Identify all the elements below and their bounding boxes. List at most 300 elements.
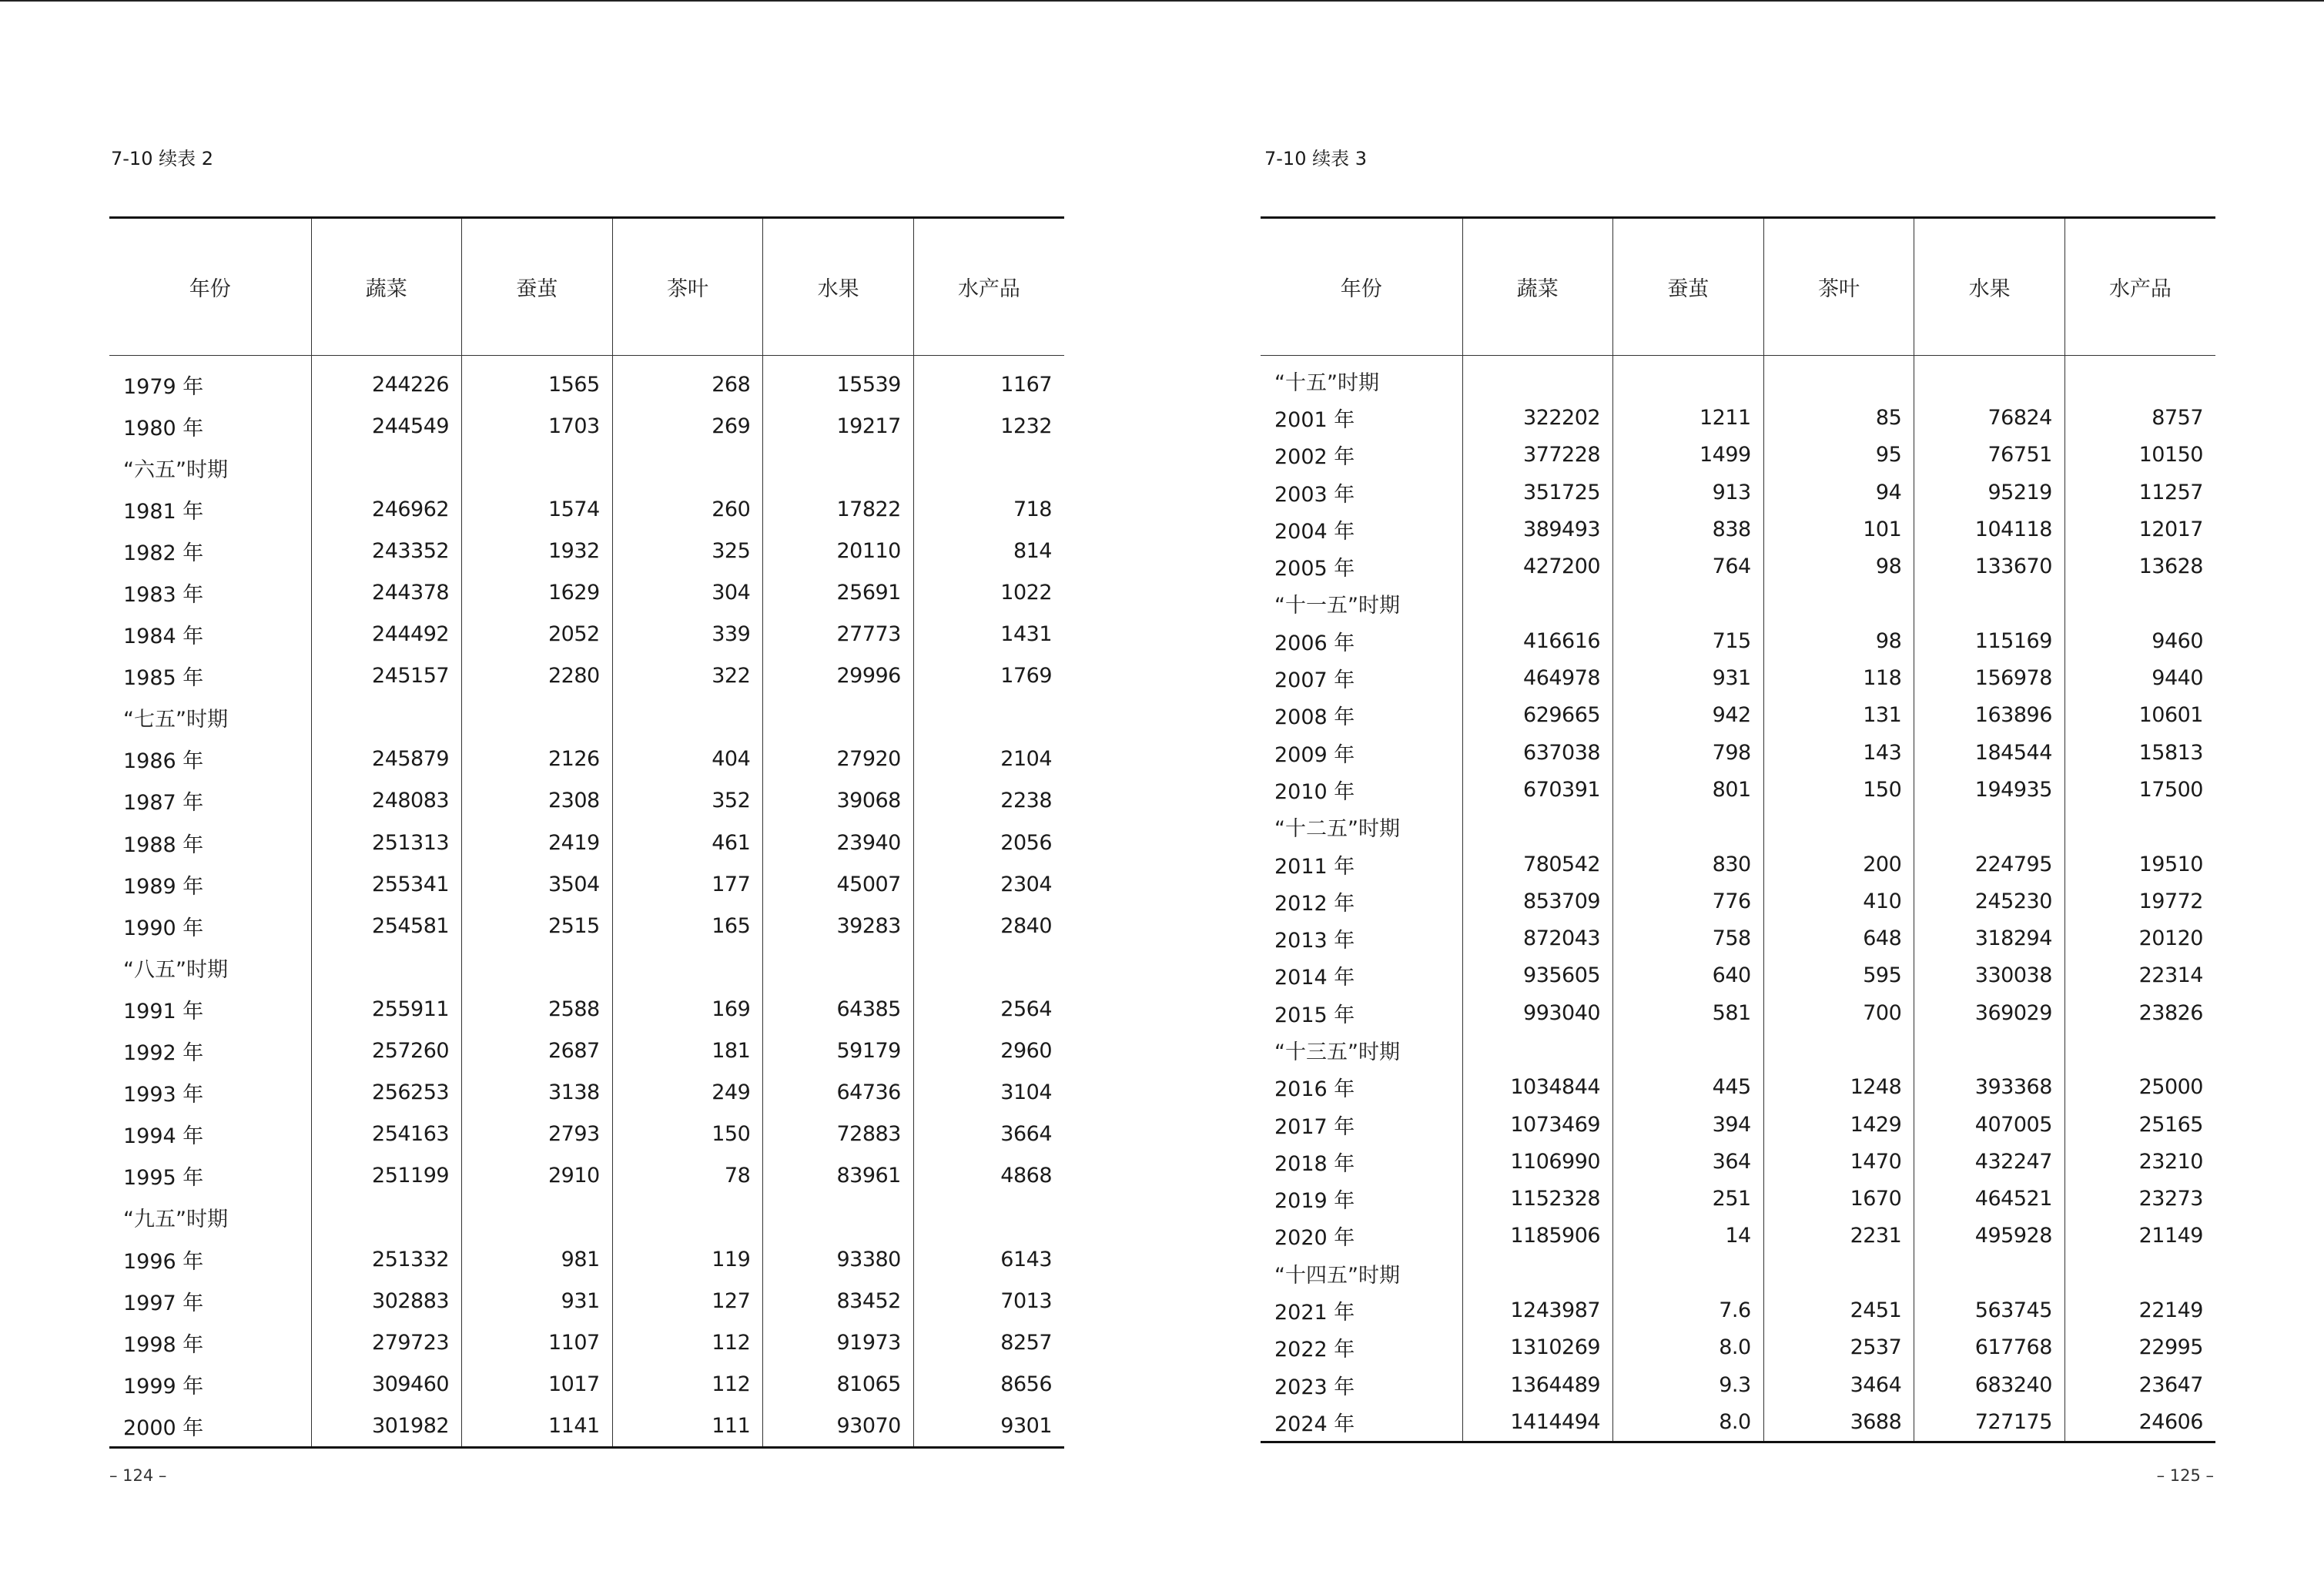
tea-cell: 177 (612, 863, 763, 905)
tea-cell: 169 (612, 988, 763, 1030)
column-header-fruit: 水果 (763, 218, 914, 356)
cocoons-cell: 445 (1613, 1069, 1764, 1106)
vegetables-cell: 244226 (311, 356, 462, 406)
fruit-cell: 727175 (1914, 1403, 2065, 1442)
fruit-cell: 81065 (763, 1363, 914, 1405)
aquatic-products-cell: 21149 (2064, 1218, 2215, 1255)
vegetables-cell: 251199 (311, 1155, 462, 1197)
fruit-cell: 115169 (1914, 622, 2065, 659)
aquatic-products-cell: 19510 (2064, 846, 2215, 883)
fruit-cell: 245230 (1914, 883, 2065, 920)
table-row (1261, 697, 2215, 734)
table-row (109, 1072, 1064, 1114)
vegetables-cell: 416616 (1462, 622, 1613, 659)
period-header-row (109, 447, 1064, 488)
vegetables-cell: 1243987 (1462, 1292, 1613, 1328)
tea-cell (612, 946, 763, 988)
vegetables-cell (1462, 1031, 1613, 1068)
aquatic-products-cell: 20120 (2064, 920, 2215, 956)
table-row (109, 1280, 1064, 1322)
cocoons-cell: 764 (1613, 548, 1764, 585)
year-cell: 2001 年 (1274, 407, 1355, 432)
fruit-cell: 39283 (763, 905, 914, 946)
statistics-table (109, 216, 1064, 1449)
tea-cell: 2451 (1763, 1292, 1914, 1328)
table-row (109, 739, 1064, 780)
year-cell: 2006 年 (1274, 631, 1355, 655)
vegetables-cell: 637038 (1462, 734, 1613, 771)
cocoons-cell: 2910 (462, 1155, 613, 1197)
aquatic-products-cell: 3664 (913, 1114, 1064, 1155)
year-cell: 2002 年 (1274, 445, 1355, 470)
period-header-row (1261, 585, 2215, 622)
vegetables-cell: 427200 (1462, 548, 1613, 585)
fruit-cell: 156978 (1914, 659, 2065, 696)
vegetables-cell: 1310269 (1462, 1329, 1613, 1366)
column-header-vegetables: 蔬菜 (1462, 218, 1613, 356)
vegetables-cell (311, 447, 462, 488)
aquatic-products-cell: 8757 (2064, 399, 2215, 436)
tea-cell: 78 (612, 1155, 763, 1197)
vegetables-cell: 1414494 (1462, 1403, 1613, 1442)
cocoons-cell: 364 (1613, 1143, 1764, 1180)
fruit-cell: 25691 (763, 571, 914, 613)
fruit-cell: 27773 (763, 614, 914, 655)
vegetables-cell (1462, 809, 1613, 846)
table-row (1261, 1218, 2215, 1255)
cocoons-cell: 1932 (462, 530, 613, 571)
table-row (1261, 399, 2215, 436)
aquatic-products-cell: 7013 (913, 1280, 1064, 1322)
vegetables-cell: 245157 (311, 655, 462, 697)
page-number: – 125 – (2156, 1466, 2214, 1485)
tea-cell: 3464 (1763, 1366, 1914, 1403)
page-number: – 124 – (109, 1466, 167, 1485)
aquatic-products-cell: 19772 (2064, 883, 2215, 920)
column-header-tea: 茶叶 (1763, 218, 1914, 356)
cocoons-cell: 1565 (462, 356, 613, 406)
tea-cell: 112 (612, 1363, 763, 1405)
table-title: 7-10 续表 2 (111, 148, 213, 169)
fruit-cell: 19217 (763, 405, 914, 447)
tea-cell (612, 1197, 763, 1238)
tea-cell: 700 (1763, 994, 1914, 1031)
table-row (1261, 1106, 2215, 1143)
tea-cell: 111 (612, 1405, 763, 1448)
period-header-row (109, 697, 1064, 739)
year-cell: 1985 年 (123, 666, 204, 691)
table-row (1261, 474, 2215, 511)
aquatic-products-cell (913, 697, 1064, 739)
fruit-cell: 224795 (1914, 846, 2065, 883)
period-header-row (1261, 809, 2215, 846)
tea-cell: 200 (1763, 846, 1914, 883)
column-header-year: 年份 (1261, 218, 1462, 356)
fruit-cell: 83961 (763, 1155, 914, 1197)
table-row (1261, 1069, 2215, 1106)
aquatic-products-cell: 12017 (2064, 511, 2215, 548)
aquatic-products-cell: 1232 (913, 405, 1064, 447)
tea-cell: 98 (1763, 622, 1914, 659)
year-cell: 1997 年 (123, 1291, 204, 1315)
cocoons-cell: 2793 (462, 1114, 613, 1155)
aquatic-products-cell: 23273 (2064, 1181, 2215, 1218)
year-cell: 2012 年 (1274, 891, 1355, 916)
fruit-cell: 15539 (763, 356, 914, 406)
tea-cell: 94 (1763, 474, 1914, 511)
fruit-cell (1914, 1031, 2065, 1068)
tea-cell: 112 (612, 1322, 763, 1363)
vegetables-cell: 244378 (311, 571, 462, 613)
cocoons-cell: 251 (1613, 1181, 1764, 1218)
cocoons-cell: 1499 (1613, 437, 1764, 474)
fruit-cell: 683240 (1914, 1366, 2065, 1403)
table-row (109, 1114, 1064, 1155)
table-row (109, 822, 1064, 863)
tea-cell: 3688 (1763, 1403, 1914, 1442)
fruit-cell: 29996 (763, 655, 914, 697)
vegetables-cell: 251313 (311, 822, 462, 863)
vegetables-cell: 302883 (311, 1280, 462, 1322)
cocoons-cell: 3138 (462, 1072, 613, 1114)
tea-cell (1763, 356, 1914, 400)
aquatic-products-cell (913, 447, 1064, 488)
vegetables-cell: 780542 (1462, 846, 1613, 883)
aquatic-products-cell: 1167 (913, 356, 1064, 406)
fruit-cell: 163896 (1914, 697, 2065, 734)
vegetables-cell: 279723 (311, 1322, 462, 1363)
tea-cell: 165 (612, 905, 763, 946)
cocoons-cell: 2515 (462, 905, 613, 946)
year-cell: 1987 年 (123, 791, 204, 816)
table-row (109, 1363, 1064, 1405)
tea-cell: 95 (1763, 437, 1914, 474)
fruit-cell: 194935 (1914, 771, 2065, 808)
vegetables-cell: 1364489 (1462, 1366, 1613, 1403)
year-cell: 2022 年 (1274, 1338, 1355, 1362)
aquatic-products-cell: 2104 (913, 739, 1064, 780)
aquatic-products-cell: 23210 (2064, 1143, 2215, 1180)
tea-cell: 325 (612, 530, 763, 571)
tea-cell (1763, 1031, 1914, 1068)
column-header-fruit: 水果 (1914, 218, 2065, 356)
year-cell: 2024 年 (1274, 1412, 1355, 1436)
cocoons-cell: 640 (1613, 957, 1764, 994)
header-row (109, 218, 1064, 356)
fruit-cell: 39068 (763, 780, 914, 822)
vegetables-cell: 248083 (311, 780, 462, 822)
table-row (1261, 622, 2215, 659)
fruit-cell: 495928 (1914, 1218, 2065, 1255)
column-header-tea: 茶叶 (612, 218, 763, 356)
fruit-cell (1914, 356, 2065, 400)
vegetables-cell: 935605 (1462, 957, 1613, 994)
fruit-cell: 23940 (763, 822, 914, 863)
tea-cell: 268 (612, 356, 763, 406)
table-row (1261, 1181, 2215, 1218)
fruit-cell (1914, 809, 2065, 846)
aquatic-products-cell (2064, 356, 2215, 400)
year-cell: 2023 年 (1274, 1375, 1355, 1399)
fruit-cell: 330038 (1914, 957, 2065, 994)
vegetables-cell: 245879 (311, 739, 462, 780)
tea-cell: 1670 (1763, 1181, 1914, 1218)
aquatic-products-cell: 10150 (2064, 437, 2215, 474)
aquatic-products-cell: 2304 (913, 863, 1064, 905)
cocoons-cell: 1629 (462, 571, 613, 613)
aquatic-products-cell: 2840 (913, 905, 1064, 946)
aquatic-products-cell: 8257 (913, 1322, 1064, 1363)
vegetables-cell: 254581 (311, 905, 462, 946)
fruit-cell (1914, 1255, 2065, 1292)
vegetables-cell: 872043 (1462, 920, 1613, 956)
cocoons-cell: 798 (1613, 734, 1764, 771)
table-row (1261, 1366, 2215, 1403)
year-cell: 2004 年 (1274, 519, 1355, 544)
aquatic-products-cell: 13628 (2064, 548, 2215, 585)
cocoons-cell: 1141 (462, 1405, 613, 1448)
fruit-cell: 64736 (763, 1072, 914, 1114)
tea-cell: 131 (1763, 697, 1914, 734)
vegetables-cell: 244549 (311, 405, 462, 447)
cocoons-cell: 758 (1613, 920, 1764, 956)
aquatic-products-cell: 718 (913, 488, 1064, 530)
cocoons-cell: 801 (1613, 771, 1764, 808)
fruit-cell: 72883 (763, 1114, 914, 1155)
table-row (109, 780, 1064, 822)
tea-cell: 143 (1763, 734, 1914, 771)
cocoons-cell (462, 697, 613, 739)
aquatic-products-cell: 11257 (2064, 474, 2215, 511)
tea-cell: 260 (612, 488, 763, 530)
aquatic-products-cell: 1769 (913, 655, 1064, 697)
year-cell: 1983 年 (123, 583, 204, 608)
year-cell: 1991 年 (123, 999, 204, 1023)
table-row (1261, 771, 2215, 808)
tea-cell: 461 (612, 822, 763, 863)
year-cell: 1986 年 (123, 749, 204, 774)
period-header-row (109, 1197, 1064, 1238)
aquatic-products-cell (913, 1197, 1064, 1238)
aquatic-products-cell (2064, 585, 2215, 622)
table-row (1261, 1143, 2215, 1180)
year-cell: 1984 年 (123, 625, 204, 649)
aquatic-products-cell: 10601 (2064, 697, 2215, 734)
table-row (1261, 994, 2215, 1031)
aquatic-products-cell: 2960 (913, 1030, 1064, 1072)
vegetables-cell (1462, 1255, 1613, 1292)
period-label: “十二五”时期 (1274, 817, 1400, 842)
cocoons-cell: 9.3 (1613, 1366, 1764, 1403)
year-cell: 1994 年 (123, 1124, 204, 1149)
fruit-cell: 93070 (763, 1405, 914, 1448)
table-row (109, 655, 1064, 697)
fruit-cell: 104118 (1914, 511, 2065, 548)
vegetables-cell (311, 697, 462, 739)
fruit-cell: 318294 (1914, 920, 2065, 956)
fruit-cell: 369029 (1914, 994, 2065, 1031)
year-cell: 2021 年 (1274, 1301, 1355, 1325)
year-cell: 1989 年 (123, 874, 204, 899)
table-row (109, 1030, 1064, 1072)
table-row (109, 571, 1064, 613)
cocoons-cell: 913 (1613, 474, 1764, 511)
table-row (1261, 548, 2215, 585)
fruit-cell: 133670 (1914, 548, 2065, 585)
fruit-cell: 20110 (763, 530, 914, 571)
period-label: “十五”时期 (1274, 370, 1379, 395)
fruit-cell (763, 1197, 914, 1238)
aquatic-products-cell: 22995 (2064, 1329, 2215, 1366)
cocoons-cell (1613, 1031, 1764, 1068)
aquatic-products-cell: 9301 (913, 1405, 1064, 1448)
tea-cell: 1248 (1763, 1069, 1914, 1106)
year-cell: 2000 年 (123, 1415, 204, 1440)
cocoons-cell: 830 (1613, 846, 1764, 883)
aquatic-products-cell: 23826 (2064, 994, 2215, 1031)
fruit-cell: 407005 (1914, 1106, 2065, 1143)
table-row (1261, 846, 2215, 883)
table-row (109, 1322, 1064, 1363)
fruit-cell: 45007 (763, 863, 914, 905)
table-row (1261, 734, 2215, 771)
period-label: “六五”时期 (123, 457, 228, 482)
column-header-cocoons: 蚕茧 (462, 218, 613, 356)
tea-cell: 119 (612, 1238, 763, 1280)
year-cell: 2019 年 (1274, 1189, 1355, 1214)
table-row (109, 405, 1064, 447)
year-cell: 2016 年 (1274, 1077, 1355, 1102)
cocoons-cell: 1211 (1613, 399, 1764, 436)
vegetables-cell: 255911 (311, 988, 462, 1030)
cocoons-cell: 838 (1613, 511, 1764, 548)
year-cell: 1993 年 (123, 1083, 204, 1107)
cocoons-cell (1613, 356, 1764, 400)
column-header-cocoons: 蚕茧 (1613, 218, 1764, 356)
vegetables-cell: 377228 (1462, 437, 1613, 474)
tea-cell: 181 (612, 1030, 763, 1072)
vegetables-cell: 1034844 (1462, 1069, 1613, 1106)
tea-cell (1763, 809, 1914, 846)
tea-cell: 85 (1763, 399, 1914, 436)
cocoons-cell: 1107 (462, 1322, 613, 1363)
vegetables-cell: 256253 (311, 1072, 462, 1114)
cocoons-cell: 2308 (462, 780, 613, 822)
period-label: “十三五”时期 (1274, 1040, 1400, 1064)
aquatic-products-cell: 9460 (2064, 622, 2215, 659)
vegetables-cell: 670391 (1462, 771, 1613, 808)
table-row (109, 1155, 1064, 1197)
aquatic-products-cell: 24606 (2064, 1403, 2215, 1442)
year-cell: 2018 年 (1274, 1151, 1355, 1176)
cocoons-cell: 2280 (462, 655, 613, 697)
year-cell: 1996 年 (123, 1249, 204, 1274)
aquatic-products-cell: 25000 (2064, 1069, 2215, 1106)
cocoons-cell: 8.0 (1613, 1403, 1764, 1442)
vegetables-cell: 853709 (1462, 883, 1613, 920)
tea-cell: 249 (612, 1072, 763, 1114)
vegetables-cell: 629665 (1462, 697, 1613, 734)
cocoons-cell: 1574 (462, 488, 613, 530)
vegetables-cell: 301982 (311, 1405, 462, 1448)
aquatic-products-cell: 1431 (913, 614, 1064, 655)
cocoons-cell: 2419 (462, 822, 613, 863)
year-cell: 1995 年 (123, 1166, 204, 1191)
aquatic-products-cell: 22149 (2064, 1292, 2215, 1328)
cocoons-cell (462, 447, 613, 488)
period-label: “十一五”时期 (1274, 594, 1400, 618)
fruit-cell: 563745 (1914, 1292, 2065, 1328)
tea-cell: 118 (1763, 659, 1914, 696)
year-cell: 2014 年 (1274, 966, 1355, 990)
table-row (1261, 1329, 2215, 1366)
vegetables-cell: 1106990 (1462, 1143, 1613, 1180)
table-row (109, 356, 1064, 406)
cocoons-cell: 2126 (462, 739, 613, 780)
fruit-cell (763, 697, 914, 739)
aquatic-products-cell (2064, 809, 2215, 846)
tea-cell: 339 (612, 614, 763, 655)
tea-cell: 410 (1763, 883, 1914, 920)
period-label: “七五”时期 (123, 708, 228, 732)
table-row (1261, 920, 2215, 956)
year-cell: 2020 年 (1274, 1226, 1355, 1251)
vegetables-cell: 1152328 (1462, 1181, 1613, 1218)
aquatic-products-cell (913, 946, 1064, 988)
tea-cell: 648 (1763, 920, 1914, 956)
year-cell: 2013 年 (1274, 929, 1355, 953)
year-cell: 1979 年 (123, 374, 204, 399)
tea-cell: 1470 (1763, 1143, 1914, 1180)
vegetables-cell: 251332 (311, 1238, 462, 1280)
fruit-cell: 95219 (1914, 474, 2065, 511)
fruit-cell: 464521 (1914, 1181, 2065, 1218)
table-row (109, 530, 1064, 571)
vegetables-cell: 243352 (311, 530, 462, 571)
column-header-aquatic-products: 水产品 (913, 218, 1064, 356)
aquatic-products-cell: 9440 (2064, 659, 2215, 696)
cocoons-cell: 3504 (462, 863, 613, 905)
table-row (1261, 1292, 2215, 1328)
tea-cell: 101 (1763, 511, 1914, 548)
year-cell: 1981 年 (123, 499, 204, 524)
cocoons-cell: 8.0 (1613, 1329, 1764, 1366)
aquatic-products-cell: 23647 (2064, 1366, 2215, 1403)
year-cell: 1992 年 (123, 1041, 204, 1066)
tea-cell: 304 (612, 571, 763, 613)
table-row (1261, 1403, 2215, 1442)
cocoons-cell (462, 1197, 613, 1238)
year-cell: 2009 年 (1274, 742, 1355, 767)
cocoons-cell: 2687 (462, 1030, 613, 1072)
table-row (109, 1405, 1064, 1448)
cocoons-cell: 394 (1613, 1106, 1764, 1143)
year-cell: 2015 年 (1274, 1003, 1355, 1027)
header-row (1261, 218, 2215, 356)
fruit-cell (1914, 585, 2065, 622)
cocoons-cell: 931 (462, 1280, 613, 1322)
cocoons-cell: 981 (462, 1238, 613, 1280)
table-row (109, 905, 1064, 946)
table-row (1261, 883, 2215, 920)
table-row (1261, 511, 2215, 548)
table-row (109, 614, 1064, 655)
year-cell: 1998 年 (123, 1332, 204, 1357)
tea-cell (612, 697, 763, 739)
cocoons-cell: 931 (1613, 659, 1764, 696)
cocoons-cell: 1703 (462, 405, 613, 447)
period-header-row (1261, 1255, 2215, 1292)
